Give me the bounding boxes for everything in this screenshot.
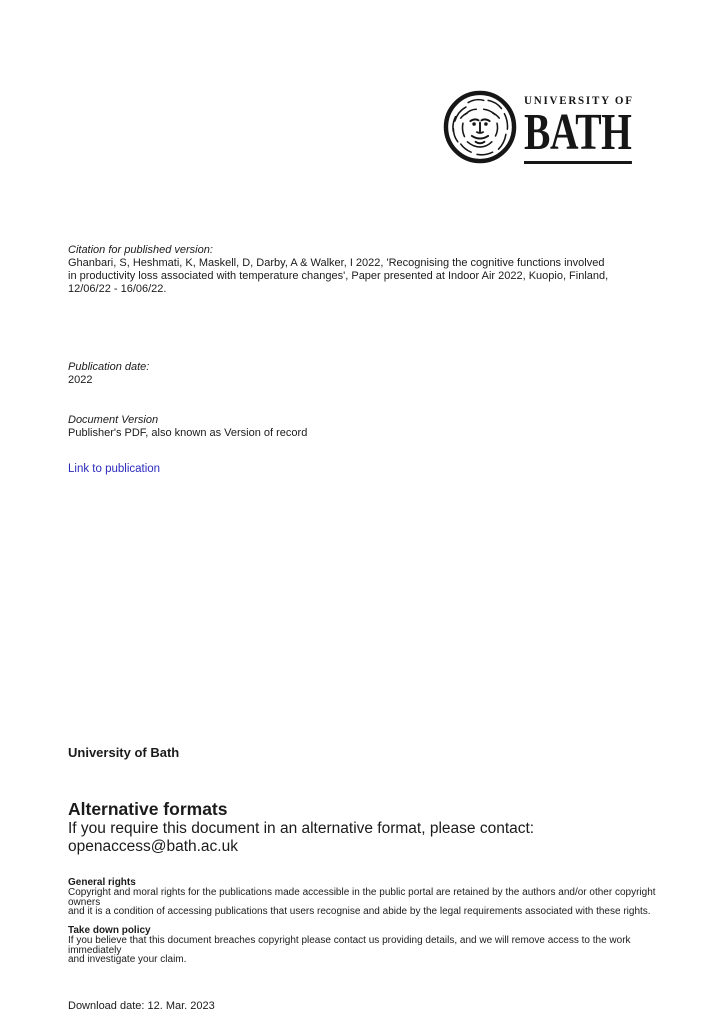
general-rights-heading: General rights <box>68 877 136 888</box>
citation-line: 12/06/22 - 16/06/22. <box>68 283 167 295</box>
alternative-formats-heading: Alternative formats <box>68 799 228 819</box>
document-version-heading: Document Version <box>68 414 159 426</box>
logo-wordmark <box>524 90 666 164</box>
citation-heading: Citation for published version: <box>68 244 213 256</box>
general-rights-section <box>68 878 668 917</box>
institution-name: University of Bath <box>68 745 180 760</box>
bath-crest-head-icon <box>443 90 517 164</box>
link-to-publication[interactable]: Link to publication <box>68 463 161 475</box>
university-of-bath-logo <box>443 90 666 164</box>
take-down-policy-section <box>68 926 668 965</box>
citation-section <box>68 244 664 296</box>
take-down-policy-heading: Take down policy <box>68 925 151 936</box>
alternative-formats-body: If you require this document in an alternative format, please contact: <box>68 820 535 837</box>
logo-university-of-text: UNIVERSITY OF <box>524 93 634 107</box>
citation-line: Ghanbari, S, Heshmati, K, Maskell, D, Darby, A & Walker, I 2022, 'Recognising the cognitive functions involved <box>68 257 605 269</box>
alternative-formats-section <box>68 800 668 856</box>
document-version-value: Publisher's PDF, also known as Version of record <box>68 427 308 439</box>
publication-date-heading: Publication date: <box>68 361 150 373</box>
take-down-policy-line: If you believe that this document breaches copyright please contact us providing details, and we will remove access to the work immediately <box>68 934 631 956</box>
publication-date-section <box>68 361 149 387</box>
general-rights-line: and it is a condition of accessing publications that users recognise and abide by the legal requirements associated with these rights. <box>68 906 651 918</box>
contact-email: openaccess@bath.ac.uk <box>68 838 238 855</box>
general-rights-line: Copyright and moral rights for the publications made accessible in the public portal are retained by the authors and/or other copyright owners <box>68 886 656 908</box>
logo-bath-text: BATH <box>524 109 632 164</box>
document-version-section <box>68 414 307 440</box>
publication-date-value: 2022 <box>68 374 93 386</box>
download-date: Download date: 12. Mar. 2023 <box>68 1000 215 1012</box>
citation-line: in productivity loss associated with temperature changes', Paper presented at Indoor Air 2022, Kuopio, Finland, <box>68 270 609 282</box>
take-down-policy-line: and investigate your claim. <box>68 954 187 966</box>
